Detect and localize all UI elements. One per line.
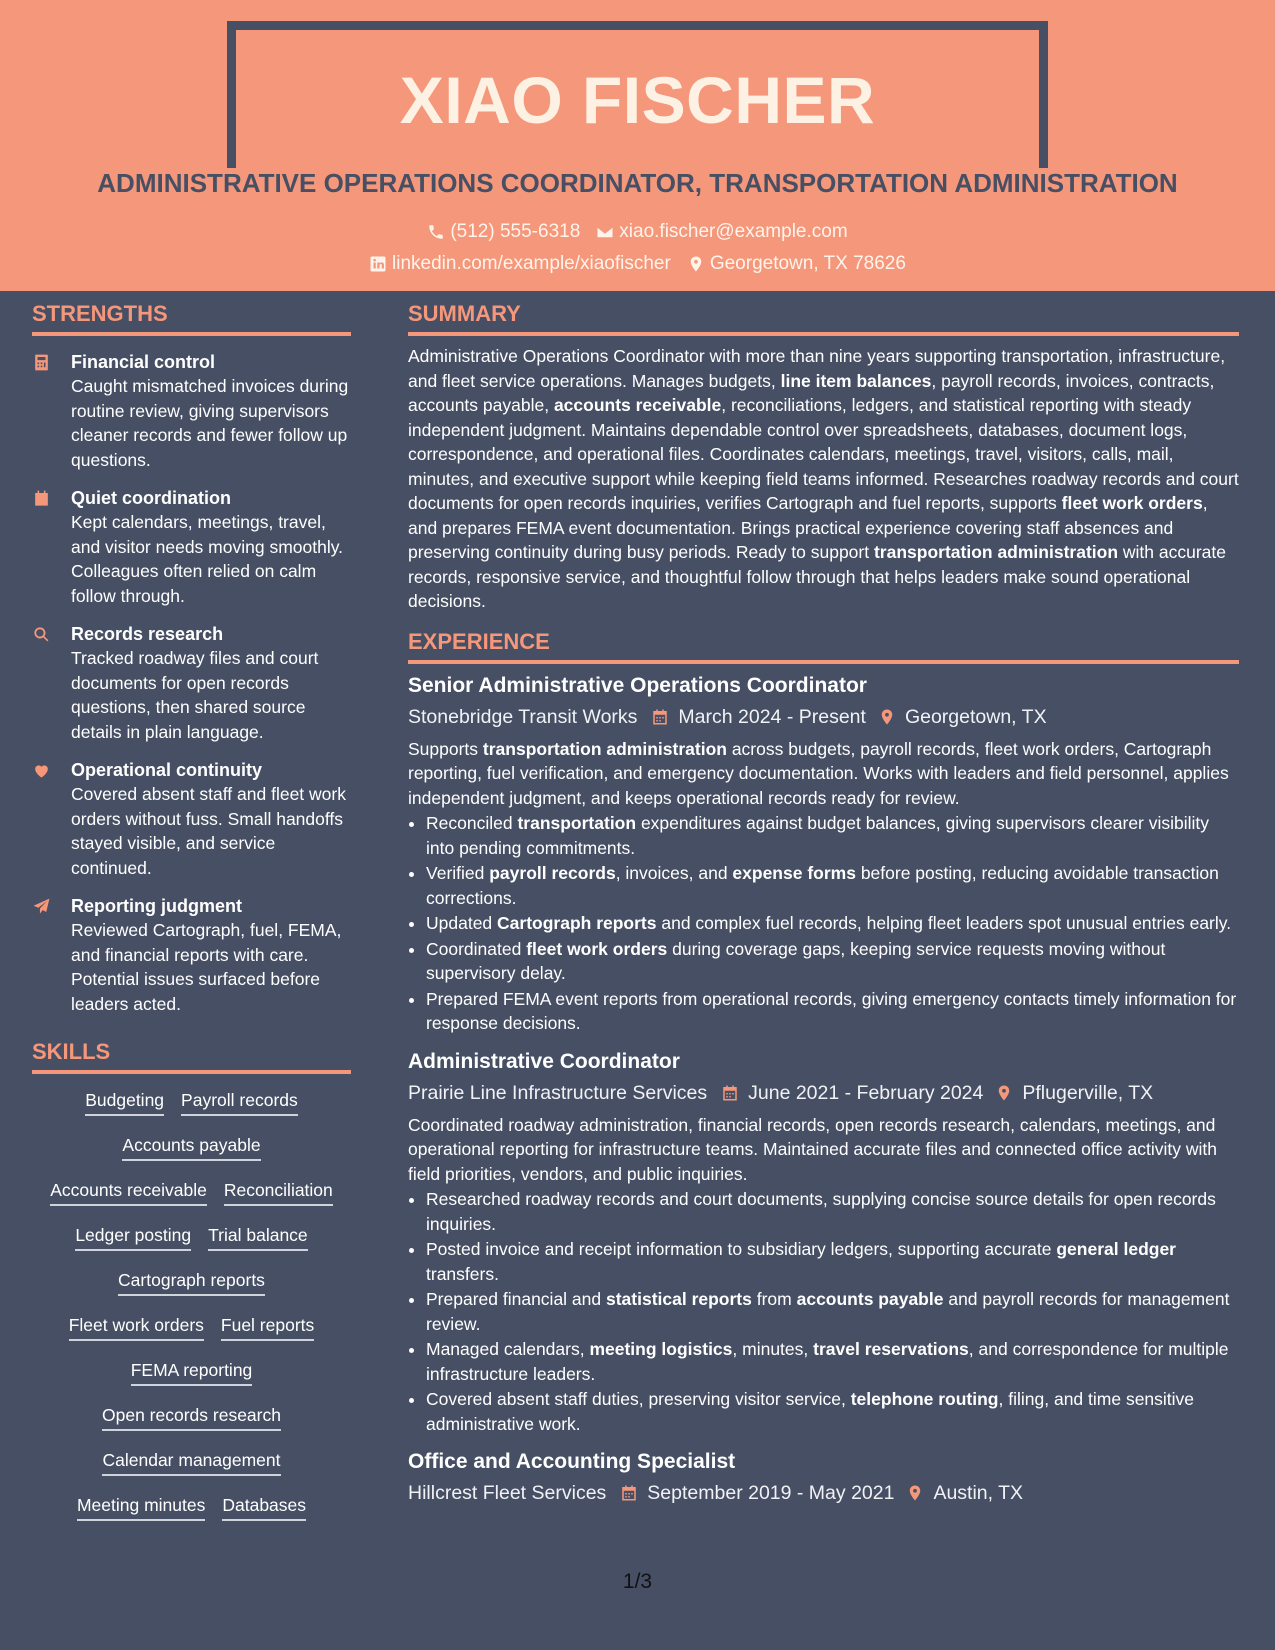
job-company: Prairie Line Infrastructure Services	[408, 1081, 708, 1104]
job-bullet: • Managed calendars, meeting logistics, minutes, travel reservations, and correspondence for multiple infrastructure leaders.	[426, 1337, 1239, 1386]
skill-tag: Payroll records	[181, 1088, 298, 1116]
job-description: Coordinated roadway administration, financial records, open records research, calendars, meetings, and operational reporting for infrastructure teams. Maintained accurate files and connected office activity with field priorities, vendors, and public inquiries.	[408, 1114, 1217, 1184]
summary-heading: SUMMARY	[408, 300, 1239, 336]
skill-tag: Fuel reports	[221, 1313, 314, 1341]
skill-tag: Reconciliation	[224, 1178, 333, 1206]
job-title: Office and Accounting Specialist	[408, 1450, 736, 1473]
strength-icon-wrap	[32, 758, 71, 880]
job-description: Supports transportation administration across budgets, payroll records, fleet work orders, Cartograph reporting, fuel verification, and emergency documentation. Works with leaders and field personnel, applies independent judgment, and keeps operational records ready for review.	[408, 738, 1229, 808]
strength-body	[71, 486, 351, 608]
strength-body	[71, 758, 351, 880]
map-pin-icon	[995, 1084, 1013, 1102]
job-location: Pflugerville, TX	[1022, 1081, 1154, 1104]
linkedin-icon	[369, 255, 387, 273]
skill-row	[32, 1403, 351, 1448]
candidate-name: XIAO FISCHER	[399, 63, 876, 137]
skill-row	[32, 1313, 351, 1358]
strength-title: Reporting judgment	[71, 896, 242, 916]
contact-phone[interactable]	[427, 219, 580, 245]
strength-item	[32, 894, 351, 1016]
email-text: xiao.fischer@example.com	[619, 221, 848, 242]
strength-description: Kept calendars, meetings, travel, and visitor needs moving smoothly. Colleagues often relied on calm follow through.	[71, 512, 344, 606]
phone-icon	[427, 223, 445, 241]
strength-description: Caught mismatched invoices during routine review, giving supervisors cleaner records and fewer follow up questions.	[71, 376, 349, 470]
strength-body	[71, 622, 351, 744]
skill-row	[32, 1268, 351, 1313]
calendar-icon	[32, 489, 51, 508]
strength-icon-wrap	[32, 350, 71, 472]
skill-tag: FEMA reporting	[131, 1358, 253, 1386]
skill-row	[32, 1493, 351, 1538]
job-title: Senior Administrative Operations Coordinator	[408, 673, 867, 697]
skill-row	[32, 1178, 351, 1223]
skill-tag: Ledger posting	[75, 1223, 191, 1251]
job-bullet: • Updated Cartograph reports and complex fuel records, helping fleet leaders spot unusual entries early.	[426, 911, 1239, 936]
job-dates: March 2024 - Present	[678, 705, 866, 728]
skill-tag: Trial balance	[208, 1223, 308, 1251]
job-bullet: • Coordinated fleet work orders during coverage gaps, keeping service requests moving without supervisory delay.	[426, 937, 1239, 986]
contact-location	[687, 251, 906, 277]
skill-tag: Fleet work orders	[69, 1313, 204, 1341]
job-entry	[408, 1448, 1239, 1507]
page-number: 1/3	[622, 1570, 653, 1593]
skills-heading: SKILLS	[32, 1038, 351, 1074]
strength-description: Covered absent staff and fleet work orders without fuss. Small handoffs stayed visible, and service continued.	[71, 784, 346, 878]
skill-row	[32, 1133, 351, 1178]
contact-row-2	[0, 251, 1275, 277]
job-bullets	[408, 811, 1239, 1036]
header	[0, 0, 1275, 291]
location-text: Georgetown, TX 78626	[709, 253, 906, 274]
job-bullet: • Prepared financial and statistical reports from accounts payable and payroll records for management review.	[426, 1287, 1239, 1336]
strength-item	[32, 486, 351, 608]
job-location-icon-wrap	[894, 1484, 933, 1502]
strength-body	[71, 894, 351, 1016]
job-location: Austin, TX	[933, 1482, 1024, 1504]
map-pin-icon	[878, 708, 896, 726]
linkedin-text: linkedin.com/example/xiaofischer	[392, 253, 671, 274]
job-title-headline: ADMINISTRATIVE OPERATIONS COORDINATOR, TRANSPORTATION ADMINISTRATION	[97, 168, 1178, 198]
strength-description: Reviewed Cartograph, fuel, FEMA, and financial reports with care. Potential issues surfaced before leaders acted.	[71, 920, 342, 1014]
skill-tag: Open records research	[102, 1403, 281, 1431]
strength-icon-wrap	[32, 622, 71, 744]
strength-title: Financial control	[71, 352, 216, 372]
strength-item	[32, 622, 351, 744]
contact-email[interactable]	[596, 219, 847, 245]
job-bullet: • Reconciled transportation expenditures against budget balances, giving supervisors clearer visibility into pending commitments.	[426, 811, 1239, 860]
map-pin-icon	[687, 255, 705, 273]
job-meta	[408, 1079, 1239, 1107]
calculator-icon	[32, 353, 51, 372]
paper-plane-icon	[32, 897, 51, 916]
strength-icon-wrap	[32, 894, 71, 1016]
skill-row	[32, 1088, 351, 1133]
calendar-icon	[651, 708, 669, 726]
skill-tag: Cartograph reports	[118, 1268, 265, 1296]
calendar-icon	[620, 1484, 638, 1502]
strength-description: Tracked roadway files and court documents for open records questions, then shared source details in plain language.	[71, 648, 319, 742]
strengths-list	[32, 350, 351, 1016]
job-company: Stonebridge Transit Works	[408, 705, 638, 728]
job-bullet: • Verified payroll records, invoices, and expense forms before posting, reducing avoidable transaction corrections.	[426, 861, 1239, 910]
main-content	[408, 300, 1239, 1507]
job-meta	[408, 1479, 1239, 1507]
job-dates: September 2019 - May 2021	[647, 1482, 895, 1504]
job-company: Hillcrest Fleet Services	[408, 1482, 607, 1504]
job-bullets	[408, 1187, 1239, 1436]
strength-item	[32, 350, 351, 472]
strength-title: Quiet coordination	[71, 488, 231, 508]
job-bullet: • Prepared FEMA event reports from operational records, giving emergency contacts timely information for response decisions.	[426, 987, 1239, 1036]
strength-title: Records research	[71, 624, 224, 644]
strengths-heading: STRENGTHS	[32, 300, 351, 336]
job-entry	[408, 1048, 1239, 1437]
job-meta	[408, 703, 1239, 731]
contact-row-1	[0, 219, 1275, 245]
summary-text: Administrative Operations Coordinator with more than nine years supporting transportation, infrastructure, and fleet service operations. Manages budgets, line item balances, payroll records, invoices, contracts, accounts payable, accounts receivable, reconciliations, ledgers, and statistical reporting with steady independent judgment. Maintains dependable control over spreadsheets, databases, document logs, correspondence, and operational files. Coordinates calendars, meetings, travel, visitors, calls, mail, minutes, and executive support while keeping field teams informed. Researches roadway records and court documents for open records inquiries, verifies Cartograph and fuel reports, supports fleet work orders, and prepares FEMA event documentation. Brings practical experience covering staff absences and preserving continuity during busy periods. Ready to support transportation administration with accurate records, responsive service, and thoughtful follow through that helps leaders make sound operational decisions.	[408, 346, 1239, 611]
skill-tag: Calendar management	[102, 1448, 280, 1476]
job-entry	[408, 672, 1239, 1036]
envelope-icon	[596, 223, 614, 241]
contact-linkedin[interactable]	[369, 251, 671, 277]
skill-tag: Budgeting	[85, 1088, 164, 1116]
job-title: Administrative Coordinator	[408, 1049, 680, 1073]
experience-heading: EXPERIENCE	[408, 628, 1239, 664]
skill-tag: Databases	[222, 1493, 306, 1521]
sidebar	[32, 300, 351, 1538]
map-pin-icon	[906, 1484, 924, 1502]
job-bullet: • Researched roadway records and court documents, supplying concise source details for open records inquiries.	[426, 1187, 1239, 1236]
phone-text: (512) 555-6318	[450, 221, 581, 242]
skill-row	[32, 1448, 351, 1493]
skill-row	[32, 1358, 351, 1403]
job-location-icon-wrap	[866, 708, 905, 726]
strength-icon-wrap	[32, 486, 71, 608]
strength-item	[32, 758, 351, 880]
job-bullet: • Covered absent staff duties, preserving visitor service, telephone routing, filing, and time sensitive administrative work.	[426, 1387, 1239, 1436]
heart-icon	[32, 761, 51, 780]
skill-tag: Meeting minutes	[77, 1493, 205, 1521]
job-bullet: • Posted invoice and receipt information to subsidiary ledgers, supporting accurate general ledger transfers.	[426, 1237, 1239, 1286]
job-dates: June 2021 - February 2024	[748, 1081, 984, 1104]
skill-row	[32, 1223, 351, 1268]
skill-tag: Accounts payable	[122, 1133, 260, 1161]
skills-list	[32, 1088, 351, 1538]
calendar-icon	[721, 1084, 739, 1102]
skill-tag: Accounts receivable	[50, 1178, 207, 1206]
strength-title: Operational continuity	[71, 760, 263, 780]
experience-list	[408, 672, 1239, 1508]
job-location: Georgetown, TX	[904, 705, 1047, 728]
strength-body	[71, 350, 351, 472]
search-icon	[32, 625, 51, 644]
job-location-icon-wrap	[983, 1084, 1022, 1102]
